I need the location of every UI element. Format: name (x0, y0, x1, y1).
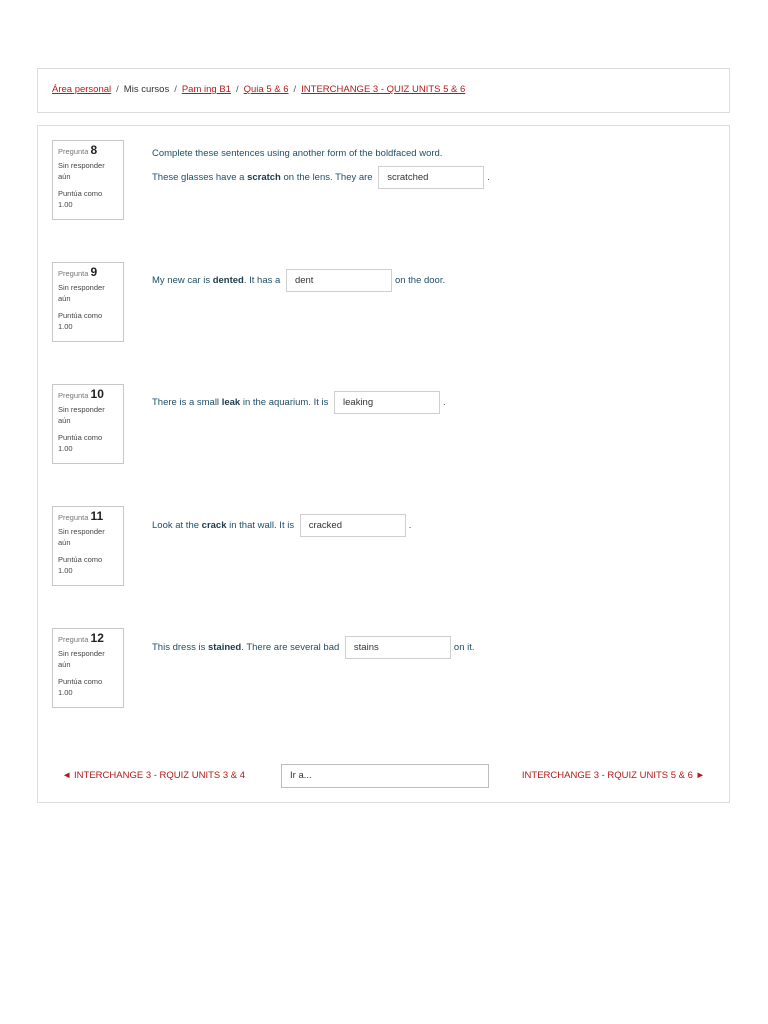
breadcrumb-separator: / (293, 84, 297, 95)
next-activity-link[interactable]: INTERCHANGE 3 - RQUIZ UNITS 5 & 6 ► (521, 770, 705, 781)
answer-input-8[interactable]: scratched (378, 166, 484, 189)
question-state: Sin responder aún (58, 161, 105, 181)
breadcrumb-separator: / (235, 84, 239, 95)
answer-input-12[interactable]: stains (345, 636, 451, 659)
question-text-8: These glasses have a scratch on the lens. They are scratched . (152, 166, 490, 189)
question-number: Pregunta 10 (58, 387, 104, 401)
question-info-8 (52, 140, 124, 220)
question-number: Pregunta 12 (58, 631, 104, 645)
breadcrumb-bar (37, 68, 730, 113)
breadcrumb-course[interactable]: Pam ing B1 (181, 84, 231, 95)
question-info-11 (52, 506, 124, 586)
question-grade: Puntúa como 1.00 (58, 677, 103, 697)
question-text-12: This dress is stained . There are several bad stains on it. (152, 636, 475, 659)
question-state: Sin responder aún (58, 283, 105, 303)
breadcrumb-section[interactable]: Quia 5 & 6 (243, 84, 289, 95)
question-instructions: Complete these sentences using another form of the boldfaced word. (152, 148, 443, 159)
question-text-10: There is a small leak in the aquarium. It is leaking . (152, 391, 446, 414)
answer-input-10[interactable]: leaking (334, 391, 440, 414)
question-grade: Puntúa como 1.00 (58, 189, 103, 209)
breadcrumb-mis-cursos: Mis cursos (123, 84, 170, 95)
question-info-12 (52, 628, 124, 708)
question-text-11: Look at the crack in that wall. It is cracked . (152, 514, 411, 537)
question-grade: Puntúa como 1.00 (58, 555, 103, 575)
answer-input-11[interactable]: cracked (300, 514, 406, 537)
breadcrumb (52, 84, 465, 95)
question-grade: Puntúa como 1.00 (58, 311, 103, 331)
question-number: Pregunta 8 (58, 143, 98, 157)
question-state: Sin responder aún (58, 527, 105, 547)
previous-activity-link[interactable]: ◄ INTERCHANGE 3 - RQUIZ UNITS 3 & 4 (62, 770, 246, 781)
answer-input-9[interactable]: dent (286, 269, 392, 292)
breadcrumb-quiz[interactable]: INTERCHANGE 3 - QUIZ UNITS 5 & 6 (301, 84, 466, 95)
question-number: Pregunta 9 (58, 265, 98, 279)
question-info-10 (52, 384, 124, 464)
question-info-9 (52, 262, 124, 342)
jump-to-select[interactable]: Ir a... (281, 764, 489, 788)
quiz-container (37, 125, 730, 803)
activity-navigation (38, 764, 729, 788)
breadcrumb-separator: / (174, 84, 177, 95)
question-number: Pregunta 11 (58, 509, 104, 523)
question-state: Sin responder aún (58, 405, 105, 425)
breadcrumb-separator: / (116, 84, 119, 95)
question-grade: Puntúa como 1.00 (58, 433, 103, 453)
question-state: Sin responder aún (58, 649, 105, 669)
question-text-9: My new car is dented . It has a dent on the door. (152, 269, 445, 292)
breadcrumb-area-personal[interactable]: Área personal (52, 84, 112, 95)
